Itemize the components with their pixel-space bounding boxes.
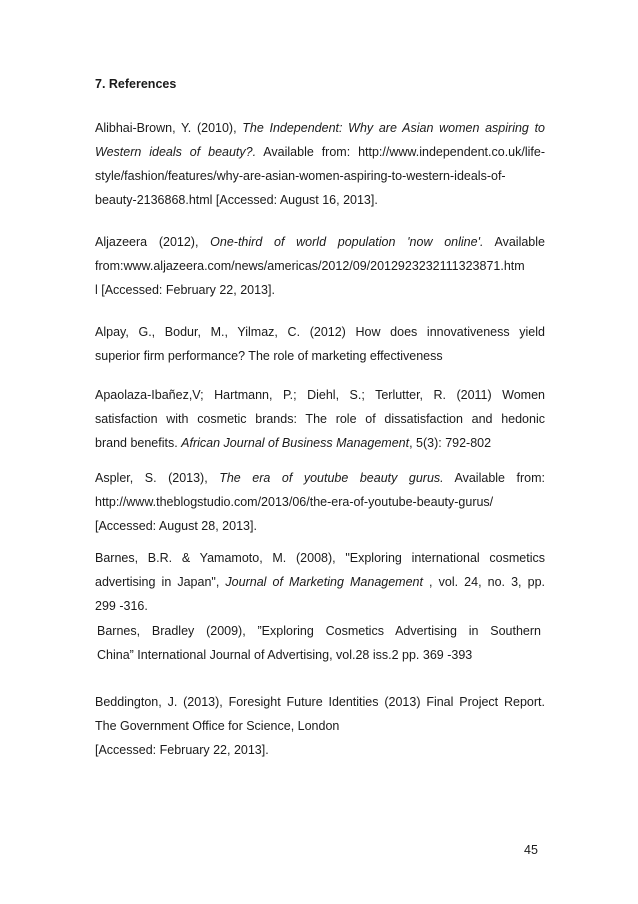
reference-entry: Apaolaza-Ibañez,V; Hartmann, P.; Diehl, S.; Terlutter, R. (2011) Women satisfaction with cosmetic brands: The role of dissatisfaction and hedonic brand benefits. African Journal of Business Management, 5(3): 792-802 xyxy=(95,388,545,450)
reference-entry: Aspler, S. (2013), The era of youtube beauty gurus. Available from: http://www.theblogstudio.com/2013/06/the-era-of-youtube-beauty-gurus/ [Accessed: August 28, 2013]. xyxy=(95,471,545,533)
page-number: 45 xyxy=(524,843,538,857)
reference-url: style/fashion/features/why-are-asian-women-aspiring-to-western-ideals-of- xyxy=(95,169,506,183)
journal-title: Journal of Marketing Management xyxy=(225,575,423,589)
reference-url: http://www.theblogstudio.com/2013/06/the-era-of-youtube-beauty-gurus/ xyxy=(95,495,494,509)
article-title: The Independent: Why are Asian women aspiring to xyxy=(242,121,545,135)
reference-entry: Alibhai-Brown, Y. (2010), The Independent: Why are Asian women aspiring to Western ideals of beauty?. Available from: http://www.independent.co.uk/life- style/fashion/features/why-are-asian-women-aspiring-to-western-ideals-of- beauty-2136868.html [Accessed: August 16, 2013]. xyxy=(95,121,545,207)
article-title: The era of youtube beauty gurus. xyxy=(219,471,444,485)
article-title: Western ideals of beauty?. xyxy=(95,145,257,159)
reference-entry: Beddington, J. (2013), Foresight Future Identities (2013) Final Project Report. The Government Office for Science, London [Accessed: February 22, 2013]. xyxy=(95,695,545,757)
reference-entry: Alpay, G., Bodur, M., Yilmaz, C. (2012) How does innovativeness yield superior firm performance? The role of marketing effectiveness xyxy=(95,325,545,363)
reference-entry: Barnes, B.R. & Yamamoto, M. (2008), "Exploring international cosmetics advertising in Japan", Journal of Marketing Management , vol. 24, no. 3, pp. 299 -316. xyxy=(95,551,545,613)
reference-entry: Barnes, Bradley (2009), ”Exploring Cosmetics Advertising in Southern China” International Journal of Advertising, vol.28 iss.2 pp. 369 -393 xyxy=(97,624,541,662)
section-heading: 7. References xyxy=(95,77,177,91)
journal-title: African Journal of Business Management xyxy=(181,436,410,450)
article-title: One-third of world population 'now online'. xyxy=(210,235,484,249)
reference-entry: Aljazeera (2012), One-third of world population 'now online'. Available from:www.aljazeera.com/news/americas/2012/09/2012923232111323871.htm l [Accessed: February 22, 2013]. xyxy=(95,235,545,297)
reference-url: from:www.aljazeera.com/news/americas/2012/09/2012923232111323871.htm xyxy=(95,259,525,273)
